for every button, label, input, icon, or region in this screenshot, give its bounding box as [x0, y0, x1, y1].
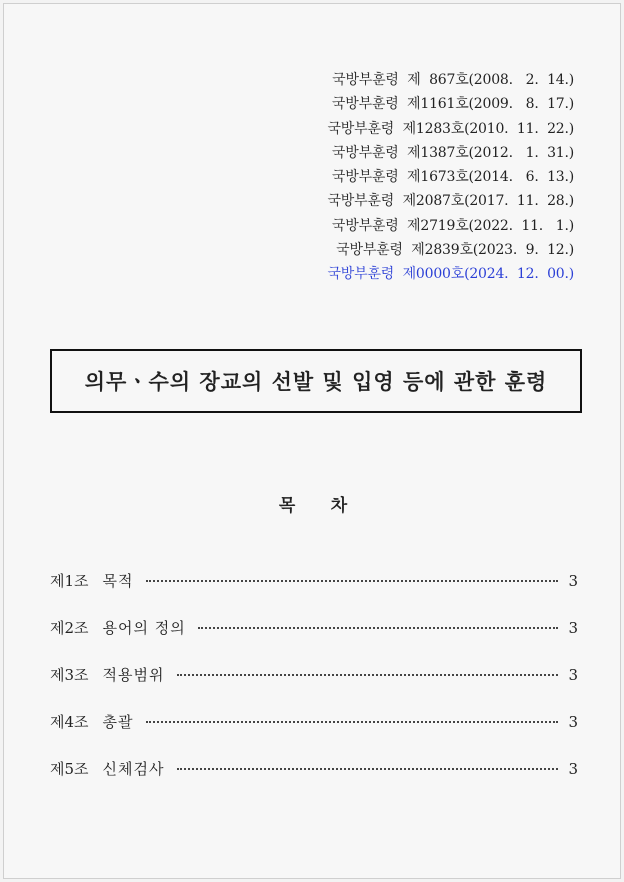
toc-leader-dots — [177, 674, 559, 676]
toc-leader-dots — [177, 768, 559, 770]
amendment-line: 국방부훈령 제2719호(2022. 11. 1.) — [331, 217, 574, 234]
toc-entry[interactable] — [50, 617, 578, 664]
toc-leader-dots — [198, 627, 559, 629]
toc-article-number: 제5조 — [50, 760, 89, 778]
toc-article-title: 총괄 — [102, 713, 134, 731]
toc-article-number: 제1조 — [50, 572, 89, 590]
amendment-line-new: 국방부훈령 제0000호(2024. 12. 00.) — [327, 266, 574, 283]
amendment-line: 국방부훈령 제2087호(2017. 11. 28.) — [327, 193, 574, 210]
toc-page-number: 3 — [568, 760, 578, 778]
toc-entry[interactable] — [50, 570, 578, 617]
toc-heading: 목 차 — [278, 496, 348, 516]
amendment-line: 국방부훈령 제1283호(2010. 11. 22.) — [327, 120, 574, 137]
amendment-line: 국방부훈령 제 867호(2008. 2. 14.) — [332, 72, 574, 88]
toc-article-title: 목적 — [102, 572, 134, 590]
table-of-contents — [50, 570, 578, 805]
toc-entry[interactable] — [50, 664, 578, 711]
toc-entry[interactable] — [50, 758, 578, 805]
amendment-line: 국방부훈령 제1673호(2014. 6. 13.) — [331, 169, 574, 186]
toc-article-title: 신체검사 — [102, 760, 165, 778]
toc-leader-dots — [146, 580, 559, 582]
toc-page-number: 3 — [568, 666, 578, 684]
toc-article-number: 제2조 — [50, 619, 89, 637]
toc-page-number: 3 — [568, 713, 578, 731]
amendment-line: 국방부훈령 제2839호(2023. 9. 12.) — [336, 242, 574, 259]
toc-article-title: 적용범위 — [102, 666, 165, 684]
document-page — [3, 3, 621, 879]
toc-leader-dots — [146, 721, 559, 723]
toc-article-number: 제4조 — [50, 713, 89, 731]
toc-article-title: 용어의 정의 — [102, 619, 186, 637]
toc-page-number: 3 — [568, 619, 578, 637]
amendment-history — [327, 68, 574, 287]
amendment-line: 국방부훈령 제1161호(2009. 8. 17.) — [331, 96, 574, 113]
toc-article-number: 제3조 — [50, 666, 89, 684]
document-title: 의무ㆍ수의 장교의 선발 및 입영 등에 관한 훈령 — [84, 370, 548, 394]
toc-page-number: 3 — [568, 572, 578, 590]
toc-entry[interactable] — [50, 711, 578, 758]
document-title-box — [50, 349, 582, 413]
amendment-line: 국방부훈령 제1387호(2012. 1. 31.) — [331, 144, 574, 161]
